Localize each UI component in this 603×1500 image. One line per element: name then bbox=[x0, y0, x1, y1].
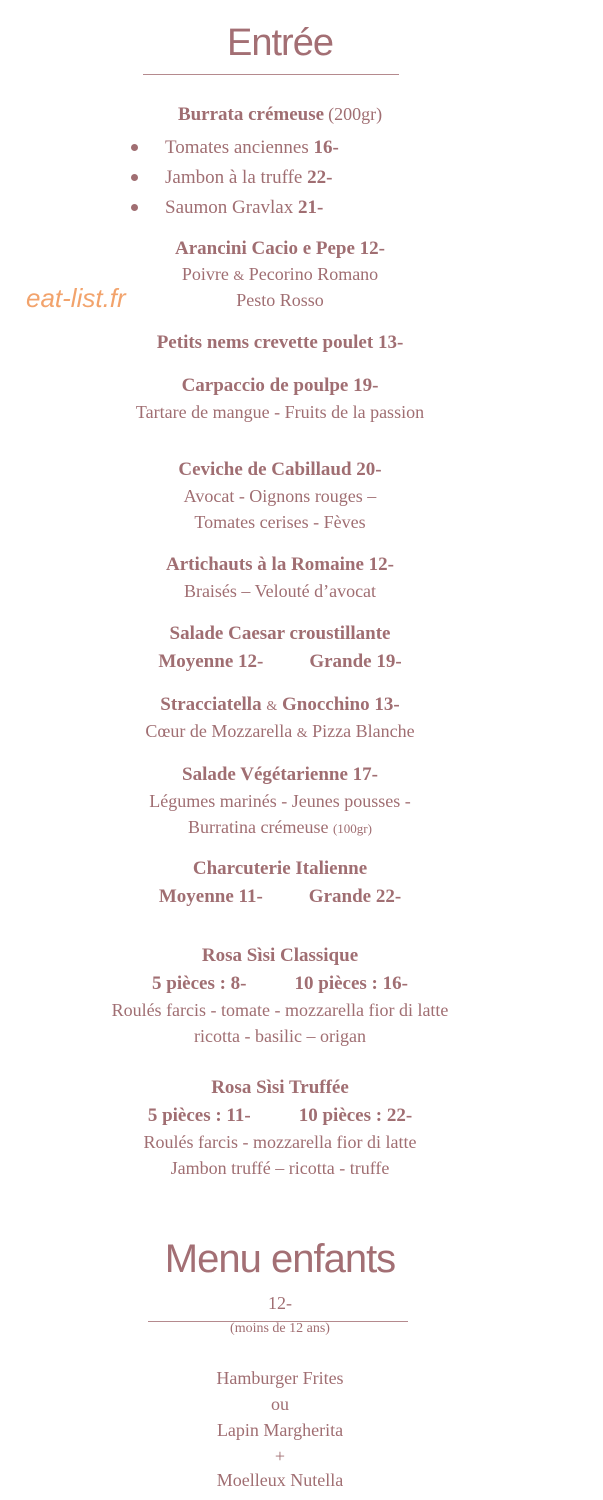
entree-title: Entrée bbox=[227, 22, 333, 64]
burrata-options bbox=[128, 133, 339, 223]
burrata-option: Saumon Gravlax 21- bbox=[128, 193, 339, 223]
burrata-name: Burrata crémeuse bbox=[177, 104, 325, 125]
charcuterie-name: Charcuterie Italienne bbox=[192, 858, 368, 879]
ceviche-desc-2: Tomates cerises - Fèves bbox=[194, 512, 366, 532]
rosa-truffee-name: Rosa Sìsi Truffée bbox=[211, 1077, 349, 1098]
charcuterie-large: Grande 22- bbox=[308, 886, 402, 907]
charcuterie-sizes bbox=[0, 886, 560, 908]
artichauts-name: Artichauts à la Romaine 12- bbox=[166, 554, 394, 575]
eat-list-watermark: eat-list.fr bbox=[26, 283, 126, 313]
enfants-item: ou bbox=[271, 1394, 289, 1414]
caesar-medium: Moyenne 12- bbox=[158, 651, 264, 672]
caesar-sizes bbox=[0, 651, 560, 673]
entree-title-underline bbox=[143, 74, 399, 75]
enfants-title: Menu enfants bbox=[164, 1237, 396, 1281]
carpaccio-name: Carpaccio de poulpe 19- bbox=[181, 375, 379, 396]
arancini-name: Arancini Cacio e Pepe 12- bbox=[174, 238, 385, 259]
enfants-item: Moelleux Nutella bbox=[216, 1470, 344, 1490]
enfants-age: (moins de 12 ans) bbox=[230, 1321, 330, 1336]
ceviche-name: Ceviche de Cabillaud 20- bbox=[178, 459, 382, 480]
vegetarienne-desc-2: Burratina crémeuse (100gr) bbox=[188, 817, 372, 837]
rosa-classique-name: Rosa Sìsi Classique bbox=[201, 945, 359, 966]
ceviche-desc-1: Avocat - Oignons rouges – bbox=[183, 486, 377, 506]
burrata-option: Jambon à la truffe 22- bbox=[128, 163, 339, 193]
arancini-desc-2: Pesto Rosso bbox=[236, 290, 324, 310]
rosa-truffee-portions: 5 pièces : 11- 10 pièces : 22- bbox=[147, 1105, 413, 1126]
caesar-large: Grande 19- bbox=[309, 651, 402, 672]
charcuterie-medium: Moyenne 11- bbox=[158, 886, 263, 907]
rosa-truffee-desc-1: Roulés farcis - mozzarella fior di latte bbox=[143, 1132, 417, 1152]
burrata-option: Tomates anciennes 16- bbox=[128, 133, 339, 163]
enfants-item: Lapin Margherita bbox=[216, 1420, 344, 1440]
vegetarienne-name: Salade Végétarienne 17- bbox=[182, 764, 378, 785]
rosa-classique-desc-2: ricotta - basilic – origan bbox=[194, 1026, 366, 1046]
burrata-heading bbox=[0, 104, 560, 126]
burrata-weight: (200gr) bbox=[328, 104, 383, 124]
artichauts-desc: Braisés – Velouté d’avocat bbox=[183, 581, 377, 601]
rosa-classique-desc-1: Roulés farcis - tomate - mozzarella fior di latte bbox=[111, 1000, 449, 1020]
nems-name: Petits nems crevette poulet 13- bbox=[156, 332, 404, 353]
enfants-item: + bbox=[274, 1446, 286, 1466]
rosa-truffee-desc-2: Jambon truffé – ricotta - truffe bbox=[170, 1158, 390, 1178]
stracciatella-name: Stracciatella & Gnocchino 13- bbox=[160, 694, 400, 715]
arancini-desc-1: Poivre & Pecorino Romano bbox=[181, 264, 379, 284]
caesar-name: Salade Caesar croustillante bbox=[169, 623, 391, 644]
carpaccio-desc: Tartare de mangue - Fruits de la passion bbox=[135, 402, 425, 422]
vegetarienne-desc-1: Légumes marinés - Jeunes pousses - bbox=[149, 791, 411, 811]
enfants-item: Hamburger Frites bbox=[216, 1368, 344, 1388]
rosa-classique-portions: 5 pièces : 8- 10 pièces : 16- bbox=[152, 973, 408, 994]
enfants-price: 12- bbox=[268, 1293, 292, 1313]
stracciatella-desc: Cœur de Mozzarella & Pizza Blanche bbox=[145, 721, 415, 741]
